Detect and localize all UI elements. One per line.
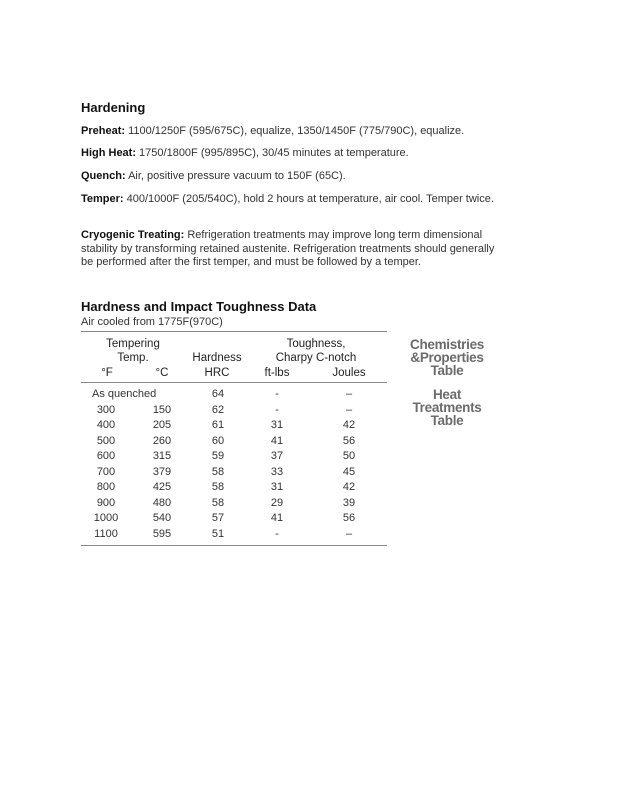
as-quenched-ftlbs: - <box>275 388 279 400</box>
quench-label: Quench: <box>81 170 126 182</box>
preheat-text: 1100/1250F (595/675C), equalize, 1350/1450F (775/790C), equalize. <box>125 125 465 137</box>
table-header-rule <box>81 382 387 383</box>
chemistries-link-line3: Table <box>430 363 464 378</box>
temper-paragraph <box>81 193 506 207</box>
temper-label: Temper: <box>81 193 124 205</box>
table-row-joules: 56 <box>342 435 356 447</box>
table-row-ftlbs: - <box>275 528 279 540</box>
table-row-joules: 39 <box>342 497 356 509</box>
toughness-header-line2: Charpy C-notch <box>275 352 357 364</box>
table-row-c: 205 <box>152 419 172 431</box>
table-row-hrc: 58 <box>211 497 225 509</box>
table-row-c: 480 <box>152 497 172 509</box>
table-row-ftlbs: 31 <box>270 419 284 431</box>
table-row-f: 1100 <box>94 528 118 540</box>
celsius-header: °C <box>155 367 169 379</box>
table-row-f: 300 <box>96 404 116 416</box>
table-row-ftlbs: 41 <box>270 512 284 524</box>
high-heat-label: High Heat: <box>81 147 136 159</box>
joules-header: Joules <box>332 367 366 379</box>
table-row-hrc: 57 <box>211 512 225 524</box>
quench-paragraph <box>81 170 506 184</box>
table-row-c: 260 <box>152 435 172 447</box>
table-row-f: 500 <box>96 435 116 447</box>
tempering-header-line1: Tempering <box>106 338 160 350</box>
table-row-ftlbs: 33 <box>270 466 284 478</box>
table-row-joules: 56 <box>342 512 356 524</box>
quench-text: Air, positive pressure vacuum to 150F (65C). <box>125 170 346 182</box>
tempering-header-line2: Temp. <box>117 352 149 364</box>
chemistries-link-line2: &Properties <box>410 350 484 365</box>
heat-treatments-table-link[interactable] <box>398 388 496 427</box>
table-row-hrc: 51 <box>211 528 225 540</box>
ftlbs-header: ft-lbs <box>264 367 290 379</box>
table-row-hrc: 62 <box>211 404 225 416</box>
table-row-hrc: 61 <box>211 419 225 431</box>
table-row-f: 700 <box>96 466 116 478</box>
hardness-subtitle: Air cooled from 1775F(970C) <box>81 316 223 328</box>
table-row-c: 150 <box>152 404 172 416</box>
table-row-ftlbs: - <box>275 404 279 416</box>
table-row-ftlbs: 29 <box>270 497 284 509</box>
hardness-header-line1: Hardness <box>192 352 242 364</box>
table-row-c: 315 <box>152 450 172 462</box>
hardness-header-line2: HRC <box>204 367 230 379</box>
table-row-f: 900 <box>96 497 116 509</box>
table-row-joules: 42 <box>342 481 356 493</box>
table-row-hrc: 58 <box>211 481 225 493</box>
table-row-f: 800 <box>96 481 116 493</box>
table-row-f: 600 <box>96 450 116 462</box>
toughness-header-line1: Toughness, <box>286 338 346 350</box>
heat-link-line1: Heat <box>432 387 462 402</box>
table-row-c: 379 <box>152 466 172 478</box>
table-row-joules: 45 <box>342 466 356 478</box>
hardening-heading: Hardening <box>81 100 146 115</box>
table-row-c: 425 <box>152 481 172 493</box>
table-bottom-rule <box>81 545 387 546</box>
high-heat-paragraph <box>81 147 506 161</box>
as-quenched-label: As quenched <box>92 388 157 400</box>
high-heat-text: 1750/1800F (995/895C), 30/45 minutes at temperature. <box>136 147 409 159</box>
cryogenic-label: Cryogenic Treating: <box>81 229 185 241</box>
chemistries-link-line1: Chemistries <box>410 337 484 352</box>
preheat-paragraph <box>81 125 506 139</box>
table-row-c: 540 <box>152 512 172 524</box>
chemistries-properties-table-link[interactable] <box>398 338 496 377</box>
table-row-joules: – <box>345 404 353 416</box>
table-row-ftlbs: 41 <box>270 435 284 447</box>
table-row-joules: 50 <box>342 450 356 462</box>
cryogenic-text: Refrigeration treatments may improve long term dimensional stability by transforming retained austenite. Refrigeration treatments should generally be performed after the first temper, and must be followed by a temper. <box>81 229 495 268</box>
table-row-hrc: 60 <box>211 435 225 447</box>
as-quenched-hrc: 64 <box>211 388 225 400</box>
table-row-hrc: 58 <box>211 466 225 478</box>
table-row-ftlbs: 37 <box>270 450 284 462</box>
table-row-c: 595 <box>152 528 172 540</box>
table-row-f: 1000 <box>93 512 119 524</box>
fahrenheit-header: °F <box>101 367 113 379</box>
table-row-joules: 42 <box>342 419 356 431</box>
temper-text: 400/1000F (205/540C), hold 2 hours at temperature, air cool. Temper twice. <box>123 193 494 205</box>
table-row-joules: – <box>345 528 353 540</box>
preheat-label: Preheat: <box>81 125 126 137</box>
table-row-hrc: 59 <box>211 450 225 462</box>
heat-link-line2: Treatments <box>412 400 482 415</box>
cryogenic-paragraph <box>81 229 506 270</box>
as-quenched-joules: – <box>345 388 353 400</box>
table-top-rule <box>81 331 387 332</box>
table-row-ftlbs: 31 <box>270 481 284 493</box>
hardness-heading: Hardness and Impact Toughness Data <box>81 299 317 314</box>
heat-link-line3: Table <box>430 413 464 428</box>
table-row-f: 400 <box>96 419 116 431</box>
